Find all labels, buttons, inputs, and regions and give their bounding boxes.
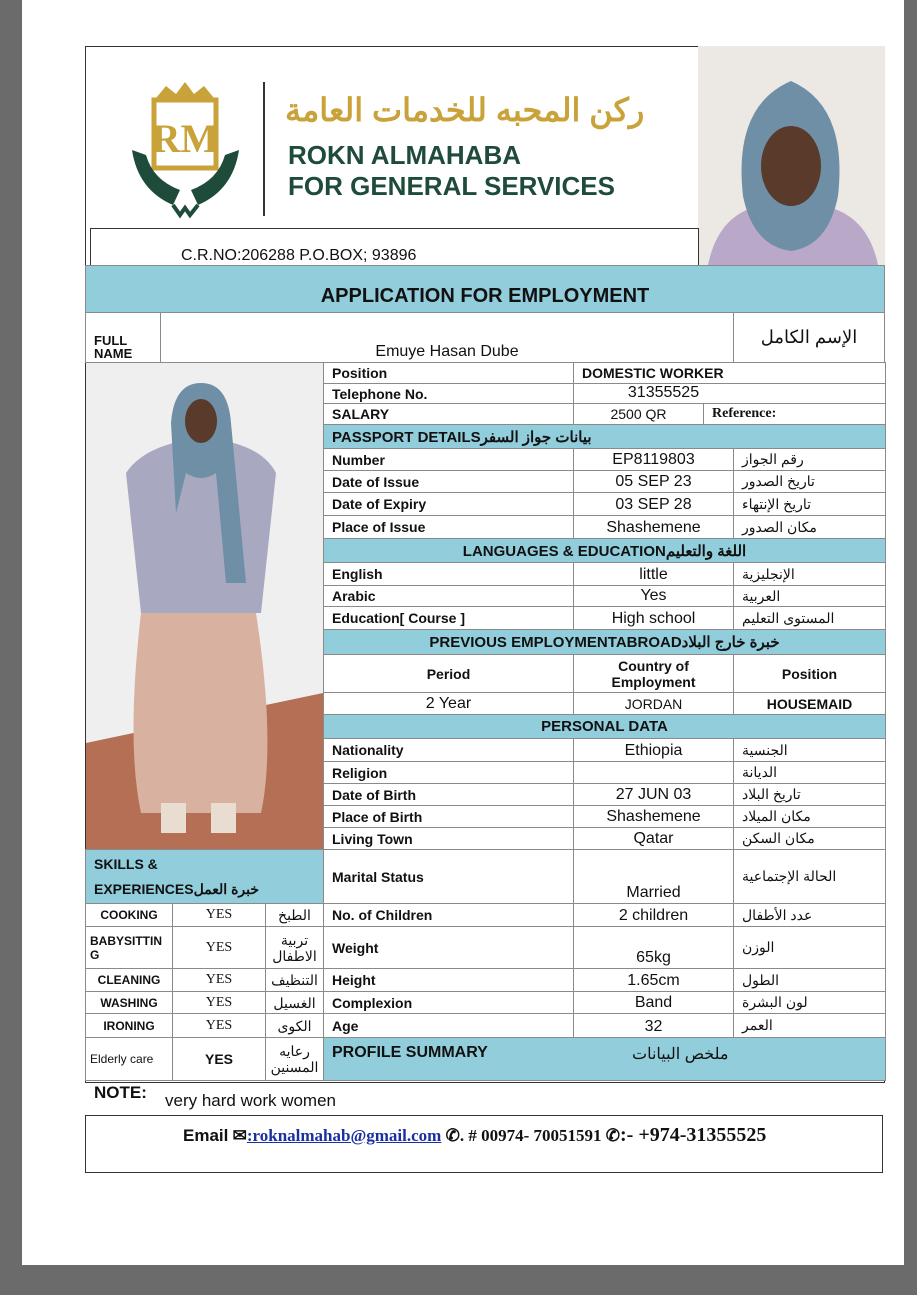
cr-number: C.R.NO:206288 P.O.BOX; 93896 <box>181 247 417 264</box>
company-name-line2: FOR GENERAL SERVICES <box>288 171 615 201</box>
field-label: Date of Issue <box>323 470 574 493</box>
field-arabic-label: عدد الأطفال <box>733 903 886 927</box>
field-arabic-label: المستوى التعليم <box>733 606 886 630</box>
skill-name: BABYSITTING <box>85 926 173 969</box>
field-arabic-label: مكان الصدور <box>733 515 886 539</box>
field-value: little <box>573 562 734 586</box>
skill-name: CLEANING <box>85 968 173 992</box>
field-value: EP8119803 <box>573 448 734 471</box>
languages-section-header: LANGUAGES & EDUCATIONاللغة والتعليم <box>323 538 886 563</box>
profile-summary-header <box>323 1037 886 1081</box>
field-value: 65kg <box>573 926 734 969</box>
phone-icon: ✆ <box>445 1126 460 1145</box>
field-value: 31355525 <box>573 383 886 404</box>
field-value: Band <box>573 991 734 1014</box>
field-label: Place of Issue <box>323 515 574 539</box>
employment-period: 2 Year <box>323 692 574 715</box>
passport-section-header: PASSPORT DETAILSبيانات جواز السفر <box>323 424 886 449</box>
field-label: SALARY <box>323 403 574 425</box>
skill-arabic: رعايه المسنين <box>265 1037 324 1081</box>
field-arabic-label: الوزن <box>733 926 886 969</box>
field-value: Shashemene <box>573 515 734 539</box>
profile-summary-label: PROFILE SUMMARY <box>332 1044 488 1061</box>
field-value: 03 SEP 28 <box>573 492 734 516</box>
full-name-value: Emuye Hasan Dube <box>160 312 734 363</box>
field-label: Religion <box>323 761 574 784</box>
skills-header-text: SKILLS & <box>94 855 158 872</box>
field-label: Date of Birth <box>323 783 574 806</box>
field-value: High school <box>573 606 734 630</box>
field-arabic-label: تاريخ الإنتهاء <box>733 492 886 516</box>
column-header: Country of Employment <box>573 654 734 693</box>
previous-employment-header: PREVIOUS EMPLOYMENTABROADخبرة خارج البلاد <box>323 629 886 655</box>
email-link[interactable]: :roknalmahab@gmail.com <box>246 1126 442 1145</box>
note-label: NOTE: <box>94 1083 147 1102</box>
skill-name: WASHING <box>85 991 173 1014</box>
field-label: Nationality <box>323 738 574 762</box>
skill-arabic: الغسيل <box>265 991 324 1014</box>
field-arabic-label: العربية <box>733 585 886 607</box>
field-value: Married <box>573 849 734 904</box>
skill-arabic: تربية الاطفال <box>265 926 324 969</box>
field-value: 2 children <box>573 903 734 927</box>
skill-arabic: الطبخ <box>265 903 324 927</box>
column-header: Period <box>323 654 574 693</box>
full-body-photo <box>86 363 323 849</box>
note-value: very hard work women <box>165 1091 337 1110</box>
skill-value: YES <box>172 1013 266 1038</box>
field-label: English <box>323 562 574 586</box>
skill-value: YES <box>172 926 266 969</box>
company-logo <box>128 80 243 220</box>
field-arabic-label: تاريخ البلاد <box>733 783 886 806</box>
field-label: Number <box>323 448 574 471</box>
field-label: Date of Expiry <box>323 492 574 516</box>
footer-contact <box>183 1124 766 1147</box>
form-title: APPLICATION FOR EMPLOYMENT <box>85 265 885 313</box>
field-label: Weight <box>323 926 574 969</box>
phone-1: . # 00974- 70051591 <box>459 1126 602 1145</box>
field-arabic-label: الإنجليزية <box>733 562 886 586</box>
field-value: DOMESTIC WORKER <box>573 362 886 384</box>
logo-divider <box>263 82 265 216</box>
skill-value: YES <box>172 968 266 992</box>
field-value: Yes <box>573 585 734 607</box>
field-label: Living Town <box>323 827 574 850</box>
cr-box <box>90 228 699 266</box>
skill-name: Elderly care <box>85 1037 173 1081</box>
skill-arabic: التنظيف <box>265 968 324 992</box>
company-arabic-name: ركن المحبه للخدمات العامة <box>285 92 645 128</box>
field-arabic-label: رقم الجواز <box>733 448 886 471</box>
column-header: Position <box>733 654 886 693</box>
employment-position: HOUSEMAID <box>733 692 886 715</box>
field-label: Place of Birth <box>323 805 574 828</box>
field-arabic-label: مكان السكن <box>733 827 886 850</box>
field-label: Position <box>323 362 574 384</box>
employment-country: JORDAN <box>573 692 734 715</box>
field-label: Arabic <box>323 585 574 607</box>
field-value: 32 <box>573 1013 734 1038</box>
field-label: Height <box>323 968 574 992</box>
field-value: 05 SEP 23 <box>573 470 734 493</box>
field-arabic-label: لون البشرة <box>733 991 886 1014</box>
portrait-photo <box>698 46 885 265</box>
field-arabic-label: تاريخ الصدور <box>733 470 886 493</box>
profile-summary-arabic: ملخص البيانات <box>632 1046 729 1063</box>
skill-value: YES <box>172 1037 266 1081</box>
phone-2: :- +974-31355525 <box>620 1124 767 1146</box>
email-label: Email <box>183 1126 229 1145</box>
svg-text:RM: RM <box>151 116 219 161</box>
skill-name: IRONING <box>85 1013 173 1038</box>
personal-data-header: PERSONAL DATA <box>323 714 886 739</box>
field-arabic-label: الجنسية <box>733 738 886 762</box>
field-label: Telephone No. <box>323 383 574 404</box>
field-label: Age <box>323 1013 574 1038</box>
field-label: Complexion <box>323 991 574 1014</box>
field-value <box>573 761 734 784</box>
company-name-line1: ROKN ALMAHABA <box>288 140 522 170</box>
skill-name: COOKING <box>85 903 173 927</box>
field-arabic-label: مكان الميلاد <box>733 805 886 828</box>
email-icon: ✉ <box>232 1126 247 1145</box>
skills-header-text: EXPERIENCESخبرة العمل <box>94 880 260 897</box>
skill-value: YES <box>172 991 266 1014</box>
full-name-label: FULL NAME <box>85 312 161 363</box>
field-value: Qatar <box>573 827 734 850</box>
skills-header <box>85 849 324 904</box>
field-value: 1.65cm <box>573 968 734 992</box>
reference-label: Reference: <box>703 403 886 425</box>
field-value: Shashemene <box>573 805 734 828</box>
field-arabic-label: الحالة الإجتماعية <box>733 849 886 904</box>
field-value: Ethiopia <box>573 738 734 762</box>
skill-arabic: الكوى <box>265 1013 324 1038</box>
field-arabic-label: الطول <box>733 968 886 992</box>
field-arabic-label: الديانة <box>733 761 886 784</box>
field-value: 27 JUN 03 <box>573 783 734 806</box>
field-arabic-label: العمر <box>733 1013 886 1038</box>
field-label: No. of Children <box>323 903 574 927</box>
field-label: Education[ Course ] <box>323 606 574 630</box>
skill-value: YES <box>172 903 266 927</box>
phone-icon: ✆ <box>605 1126 621 1145</box>
field-label: Marital Status <box>323 849 574 904</box>
full-name-arabic: الإسم الكامل <box>733 312 885 363</box>
field-value: 2500 QR <box>573 403 704 425</box>
